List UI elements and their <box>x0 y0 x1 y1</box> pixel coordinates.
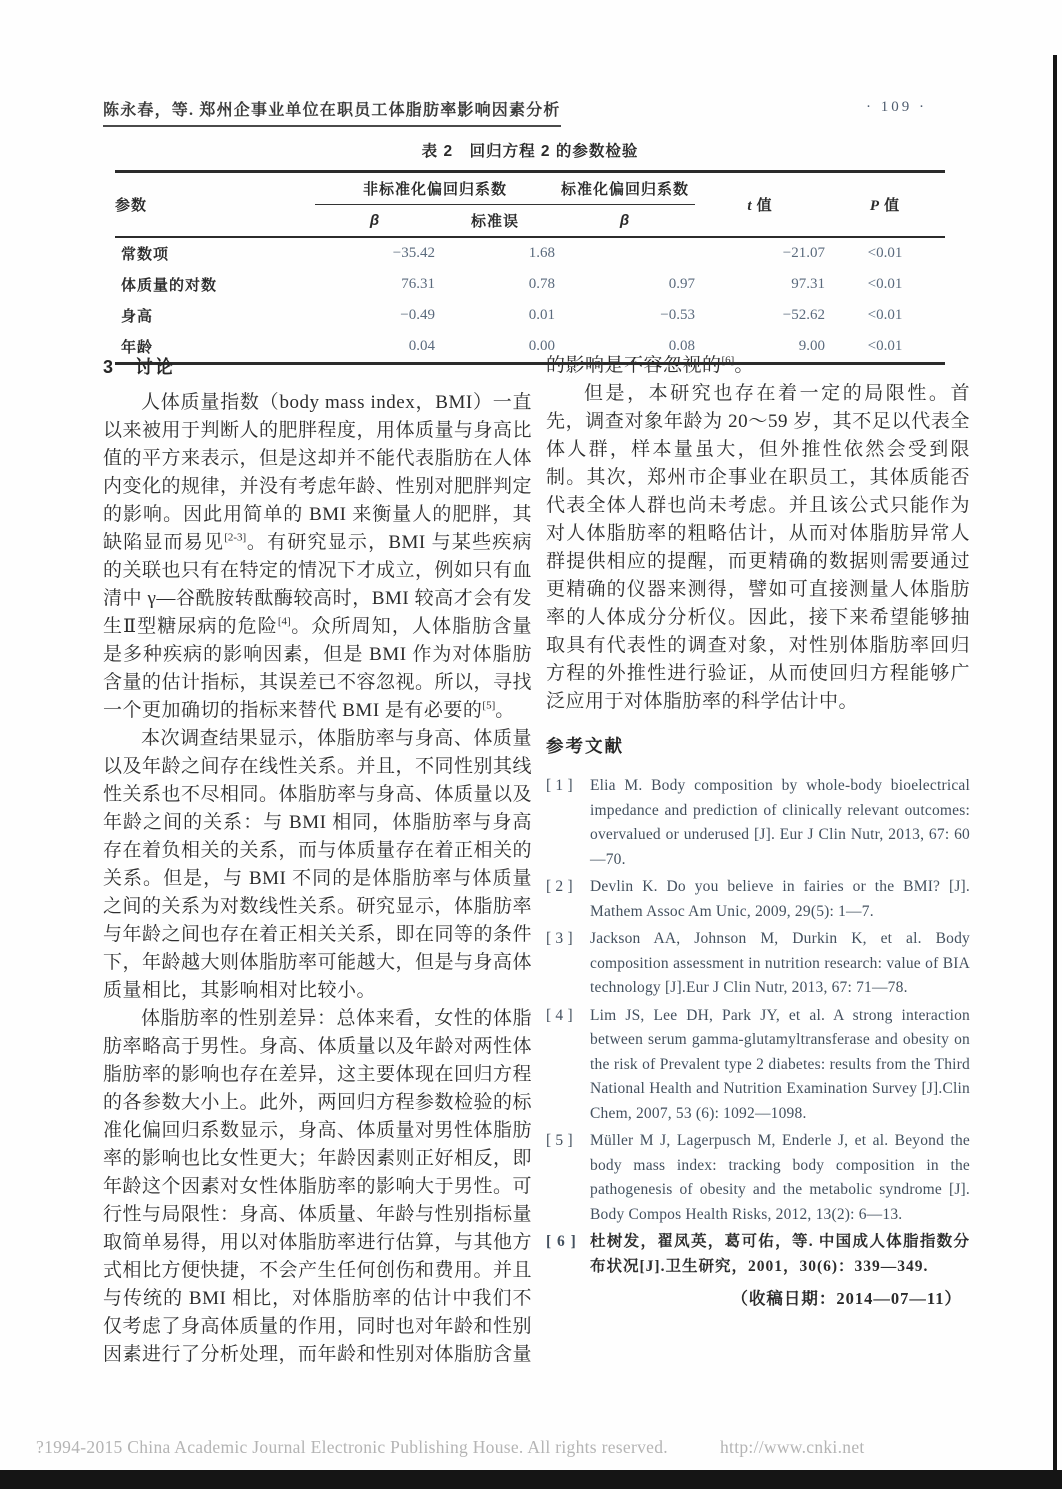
footer-url: http://www.cnki.net <box>720 1437 865 1457</box>
received-date: （收稿日期：2014—07—11） <box>731 1289 962 1308</box>
col-header-p-value: P 值 <box>869 197 901 214</box>
cell-p: <0.01 <box>825 237 945 269</box>
paragraph: 人体质量指数（body mass index，BMI）一直以来被用于判断人的肥胖程度，用体质量与身高比值的平方来表示，但是这却并不能代表脂肪在人体内变化的规律，并没有考虑年龄、性别对肥胖判定的影响。因此用简单的 BMI 来衡量人的肥胖，其缺陷显而易见[2-3]。有研究显示，BMI 与某些疾病的关联也只有在特定的情况下才成立，例如只有血清中 γ—谷酰胺转酞酶较高时，BMI 较高才会有发生Ⅱ型糖尿病的危险[4]。众所周知，人体脂肪含量是多种疾病的影响因素，但是 BMI 作为对体脂肪含量的估计指标，其误差已不容忽视。所以，寻找一个更加确切的指标来替代 BMI 是有必要的[5]。 <box>103 392 533 721</box>
cell-param: 身高 <box>121 308 154 325</box>
cell-t: 9.00 <box>798 338 826 354</box>
footer-copyright: ?1994-2015 China Academic Journal Electronic Publishing House. All rights reserved. <box>36 1437 668 1457</box>
paragraph: 本次调查结果显示，体脂肪率与身高、体质量以及年龄之间存在线性关系。并且，不同性别其线性关系也不尽相同。体脂肪率与身高、体质量以及年龄之间的关系：与 BMI 相同，体脂肪率与身高存在着负相关的关系，而与体质量存在着正相关的关系。但是，与 BMI 不同的是体脂肪率与体质量之间的关系为对数线性关系。研究显示，体脂肪率与年龄之间也存在着正相关关系，即在同等的条件下，年龄越大则体脂肪率可能越大，但是与身高体质量相比，其影响相对比较小。 <box>103 728 533 1001</box>
cell-se: 0.01 <box>528 307 556 323</box>
running-title: 陈永春，等. 郑州企事业单位在职员工体脂肪率影响因素分析 <box>103 97 561 127</box>
reference-marker: [ 3 ] <box>546 930 573 947</box>
table-row-height <box>115 300 945 331</box>
reference-text: Jackson AA, Johnson M, Durkin K, et al. Body composition assessment in nutrition research: value of BIA technology [J].Eur J Clin Nutr, 2013, 67: 71—78. <box>590 930 970 996</box>
reference-text: Müller M J, Lagerpusch M, Enderle J, et al. Beyond the body mass index: tracking body composition in the pathogenesis of obesity and the metabolic syndrome [J]. Body Compos Health Risks, 2012, 13(2): 6—13. <box>590 1132 970 1223</box>
cell-param: 年龄 <box>121 339 154 356</box>
reference-marker: [ 5 ] <box>546 1132 573 1149</box>
cell-t: −52.62 <box>782 307 826 323</box>
cell-se: 1.68 <box>435 237 555 269</box>
reference-item <box>546 1230 970 1279</box>
scan-right-edge-line <box>1053 55 1057 1489</box>
paragraph-continuation: 的影响是不容忽视的[6]。 <box>546 354 754 376</box>
table-row-constant <box>115 237 945 269</box>
cell-p: <0.01 <box>867 307 903 323</box>
cell-beta <box>555 237 695 269</box>
cell-param: 常数项 <box>115 237 315 269</box>
reference-item <box>546 1129 970 1227</box>
reference-marker: [ 1 ] <box>546 777 573 794</box>
section-heading-discussion: 3 讨论 <box>103 357 176 377</box>
references-heading: 参考文献 <box>546 736 624 756</box>
cell-beta: 0.97 <box>668 276 696 292</box>
page-number: · 109 · <box>866 99 927 115</box>
cell-b: 76.31 <box>401 276 435 292</box>
cell-p: <0.01 <box>867 338 903 354</box>
text-column-right <box>546 352 970 1313</box>
cell-param: 体质量的对数 <box>121 277 218 294</box>
reference-text: 杜树发，翟凤英，葛可佑，等. 中国成人体脂指数分布状况[J].卫生研究，2001，30(6)：339—349. <box>590 1233 970 1275</box>
table-row-log-weight <box>115 269 945 300</box>
col-header-standard-error: 标准误 <box>471 213 520 230</box>
cell-beta: 0.08 <box>668 338 696 354</box>
col-header-standardized-group: 标准化偏回归系数 <box>555 172 695 205</box>
cell-p: <0.01 <box>867 276 903 292</box>
cell-se: 0.00 <box>528 338 556 354</box>
cell-b: 0.04 <box>408 338 435 354</box>
col-header-unstandardized-group: 非标准化偏回归系数 <box>315 172 555 205</box>
cell-b: −0.49 <box>400 307 435 323</box>
page-footer <box>36 1437 1036 1458</box>
table-caption: 表 2 回归方程 2 的参数检验 <box>421 143 639 160</box>
cell-se: 0.78 <box>528 276 556 292</box>
reference-item <box>546 875 970 924</box>
col-header-param: 参数 <box>115 197 148 214</box>
paragraph: 但是，本研究也存在着一定的局限性。首先，调查对象年龄为 20～59 岁，其不足以代表全体人群，样本量虽大，但外推性依然会受到限制。其次，郑州市企事业在职员工，其体质能否代表全体人群也尚未考虑。并且该公式只能作为对人体脂肪率的粗略估计，从而对体脂肪异常人群提供相应的提醒，而更精确的数据则需要通过更精确的仪器来测得，譬如可直接测量人体脂肪率的人体成分分析仪。因此，接下来希望能够抽取具有代表性的调查对象，对性别体脂肪率回归方程的外推性进行验证，从而使回归方程能够广泛应用于对体脂肪率的科学估计中。 <box>546 383 970 712</box>
reference-text: Devlin K. Do you believe in fairies or the BMI? [J]. Mathem Assoc Am Unic, 2009, 29(5): 1—7. <box>590 878 970 920</box>
reference-marker: [ 6 ] <box>546 1233 577 1250</box>
col-header-beta-std: β <box>619 212 631 229</box>
reference-item <box>546 774 970 872</box>
reference-item <box>546 1004 970 1127</box>
reference-text: Elia M. Body composition by whole-body bioelectrical impedance and prediction of clinically relevant outcomes: overvalued or underused [J]. Eur J Clin Nutr, 2013, 67: 60—70. <box>590 777 970 868</box>
reference-marker: [ 2 ] <box>546 878 573 895</box>
reference-text: Lim JS, Lee DH, Park JY, et al. A strong interaction between serum gamma-glutamyltransferase and obesity on the risk of Prevalent type 2 diabetes: results from the Third National Health and Nutrition Examination Survey [J].Clin Chem, 2007, 53 (6): 1092—1098. <box>590 1006 970 1122</box>
reference-marker: [ 4 ] <box>546 1006 573 1024</box>
text-column-left <box>103 389 532 1369</box>
col-header-beta-unstd: β <box>369 212 381 229</box>
cell-beta: −0.53 <box>660 307 696 323</box>
cell-b: −35.42 <box>315 237 435 269</box>
cell-t: −21.07 <box>695 237 825 269</box>
paragraph: 体脂肪率的性别差异：总体来看，女性的体脂肪率略高于男性。身高、体质量以及年龄对两性体脂肪率的影响也存在差异，这主要体现在回归方程的各参数大小上。此外，两回归方程参数检验的标准化偏回归系数显示，身高、体质量对男性体脂肪率的影响也比女性更大；年龄因素则正好相反，即年龄这个因素对女性体脂肪率的影响大于男性。可行性与局限性：身高、体质量、年龄与性别指标量取简单易得，用以对体脂肪率进行估算，与其他方式相比方便快捷，不会产生任何创伤和费用。并且与传统的 BMI 相比，对体脂肪率的估计中我们不仅考虑了身高体质量的作用，同时也对年龄和性别因素进行了分析处理，而年龄和性别对体脂肪含量 <box>103 1008 533 1365</box>
cell-t: 97.31 <box>791 276 826 292</box>
col-header-t-value: t 值 <box>747 197 773 214</box>
parameter-table <box>115 170 945 365</box>
scan-bottom-bar <box>0 1470 1062 1489</box>
reference-item <box>546 927 970 1001</box>
